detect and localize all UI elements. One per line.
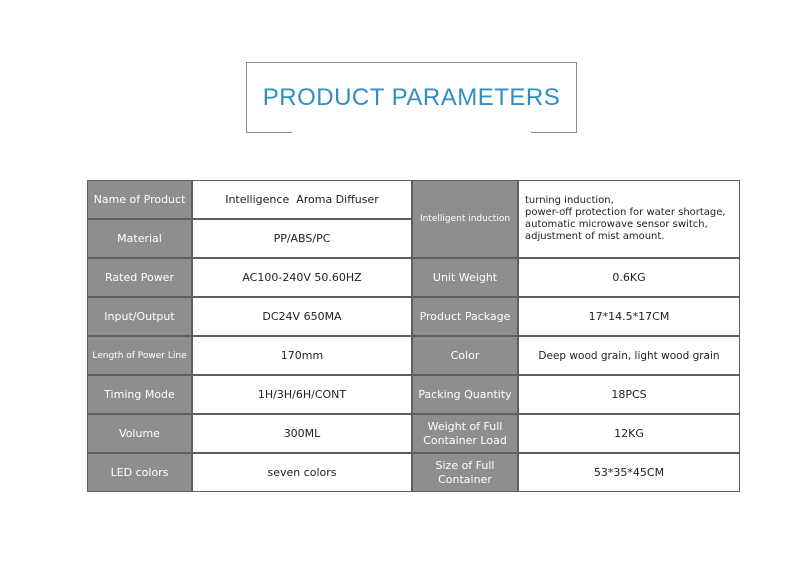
label-color: Color	[413, 337, 517, 374]
frame-top-line	[246, 62, 577, 63]
frame-bottom-right-line	[531, 132, 577, 133]
value-length-of-power-line: 170mm	[193, 337, 411, 374]
page-title: PRODUCT PARAMETERS	[262, 84, 561, 111]
label-weight-of-full-container-load: Weight of Full Container Load	[413, 415, 517, 452]
value-weight-of-full-container-load: 12KG	[519, 415, 739, 452]
value-size-of-full-container: 53*35*45CM	[519, 454, 739, 491]
parameters-table	[87, 180, 740, 492]
label-name-of-product: Name of Product	[88, 181, 191, 218]
title-frame	[246, 62, 577, 133]
value-color: Deep wood grain, light wood grain	[519, 337, 739, 374]
value-product-package: 17*14.5*17CM	[519, 298, 739, 335]
label-unit-weight: Unit Weight	[413, 259, 517, 296]
label-product-package: Product Package	[413, 298, 517, 335]
label-led-colors: LED colors	[88, 454, 191, 491]
value-name-of-product: Intelligence Aroma Diffuser	[193, 181, 411, 218]
label-rated-power: Rated Power	[88, 259, 191, 296]
value-volume: 300ML	[193, 415, 411, 452]
value-input-output: DC24V 650MA	[193, 298, 411, 335]
value-timing-mode: 1H/3H/6H/CONT	[193, 376, 411, 413]
label-input-output: Input/Output	[88, 298, 191, 335]
value-rated-power: AC100-240V 50.60HZ	[193, 259, 411, 296]
value-intelligent-induction: turning induction, power-off protection for water shortage, automatic microwave sensor switch, adjustment of mist amount.	[519, 181, 739, 257]
label-length-of-power-line: Length of Power Line	[88, 337, 191, 374]
label-timing-mode: Timing Mode	[88, 376, 191, 413]
value-led-colors: seven colors	[193, 454, 411, 491]
label-volume: Volume	[88, 415, 191, 452]
value-material: PP/ABS/PC	[193, 220, 411, 257]
label-size-of-full-container: Size of Full Container	[413, 454, 517, 491]
label-material: Material	[88, 220, 191, 257]
frame-bottom-left-line	[246, 132, 292, 133]
value-packing-quantity: 18PCS	[519, 376, 739, 413]
label-packing-quantity: Packing Quantity	[413, 376, 517, 413]
value-unit-weight: 0.6KG	[519, 259, 739, 296]
label-intelligent-induction: Intelligent induction	[413, 181, 517, 257]
